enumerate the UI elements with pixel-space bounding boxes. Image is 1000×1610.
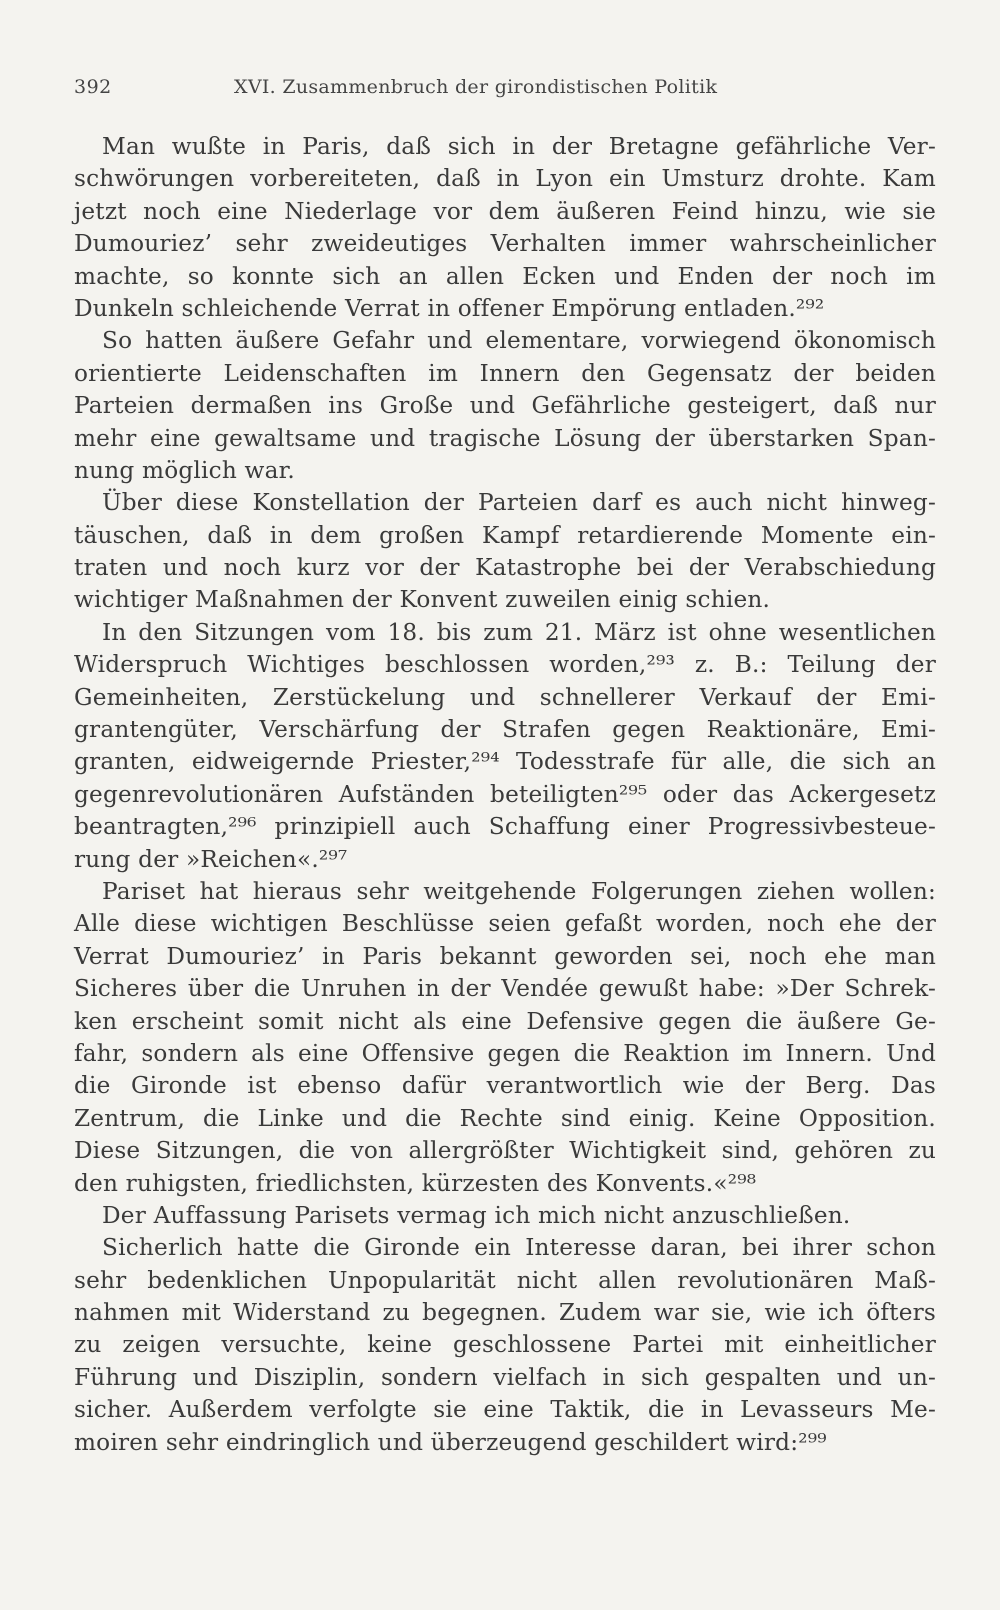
text-line: fahr, sondern als eine Offensive gegen die Reaktion im Innern. Und xyxy=(74,1039,936,1067)
text-line: Widerspruch Wichtiges beschlossen worden,²⁹³ z. B.: Teilung der xyxy=(74,651,936,679)
text-line: nahmen mit Widerstand zu begegnen. Zudem war sie, wie ich öfters xyxy=(74,1299,936,1327)
text-line: moiren sehr eindringlich und überzeugend geschildert wird:²⁹⁹ xyxy=(74,1428,827,1456)
text-line: grantengüter, Verschärfung der Strafen gegen Reaktionäre, Emi- xyxy=(74,716,936,744)
text-line: traten und noch kurz vor der Katastrophe bei der Verabschiedung xyxy=(74,554,936,582)
text-line: Über diese Konstellation der Parteien darf es auch nicht hinweg- xyxy=(102,489,936,517)
text-line: orientierte Leidenschaften im Innern den Gegensatz der beiden xyxy=(74,359,936,387)
text-line: Diese Sitzungen, die von allergrößter Wichtigkeit sind, gehören zu xyxy=(74,1137,936,1165)
text-line: Sicheres über die Unruhen in der Vendée gewußt habe: »Der Schrek- xyxy=(74,975,936,1003)
text-line: mehr eine gewaltsame und tragische Lösung der überstarken Span- xyxy=(74,424,936,452)
text-line: Man wußte in Paris, daß sich in der Bretagne gefährliche Ver- xyxy=(102,133,936,160)
text-line: den ruhigsten, friedlichsten, kürzesten des Konvents.«²⁹⁸ xyxy=(74,1169,757,1197)
text-line: die Gironde ist ebenso dafür verantwortlich wie der Berg. Das xyxy=(74,1072,936,1100)
text-line: Dunkeln schleichende Verrat in offener Empörung entladen.²⁹² xyxy=(74,294,825,322)
text-line: zu zeigen versuchte, keine geschlossene Partei mit einheitlicher xyxy=(74,1331,936,1359)
text-line: schwörungen vorbereiteten, daß in Lyon ein Umsturz drohte. Kam xyxy=(74,165,936,193)
text-line: jetzt noch eine Niederlage vor dem äußeren Feind hinzu, wie sie xyxy=(74,197,936,225)
body-text xyxy=(74,131,936,1459)
text-line: Verrat Dumouriez’ in Paris bekannt geworden sei, noch ehe man xyxy=(74,942,936,970)
text-line: In den Sitzungen vom 18. bis zum 21. März ist ohne wesentlichen xyxy=(102,618,936,646)
text-line: Führung und Disziplin, sondern vielfach in sich gespalten und un- xyxy=(74,1363,936,1391)
text-line: Zentrum, die Linke und die Rechte sind einig. Keine Opposition. xyxy=(74,1104,936,1132)
text-line: Pariset hat hieraus sehr weitgehende Folgerungen ziehen wollen: xyxy=(102,877,936,905)
text-line: Parteien dermaßen ins Große und Gefährliche gesteigert, daß nur xyxy=(74,392,936,420)
text-line: nung möglich war. xyxy=(74,456,295,484)
page-number: 392 xyxy=(74,76,112,98)
book-page xyxy=(74,0,936,1610)
text-line: sicher. Außerdem verfolgte sie eine Taktik, die in Levasseurs Me- xyxy=(74,1396,936,1424)
text-line: sehr bedenklichen Unpopularität nicht allen revolutionären Maß- xyxy=(74,1266,936,1294)
text-line: So hatten äußere Gefahr und elementare, vorwiegend ökonomisch xyxy=(102,327,936,355)
running-title: XVI. Zusammenbruch der girondistischen Politik xyxy=(234,76,718,98)
text-line: granten, eidweigernde Priester,²⁹⁴ Todesstrafe für alle, die sich an xyxy=(74,748,936,776)
running-head xyxy=(74,76,936,106)
text-line: täuschen, daß in dem großen Kampf retardierende Momente ein- xyxy=(74,521,936,549)
text-line: Dumouriez’ sehr zweideutiges Verhalten immer wahrscheinlicher xyxy=(74,230,936,258)
text-line: Alle diese wichtigen Beschlüsse seien gefaßt worden, noch ehe der xyxy=(74,910,936,938)
text-line: Gemeinheiten, Zerstückelung und schnellerer Verkauf der Emi- xyxy=(74,683,936,711)
text-line: wichtiger Maßnahmen der Konvent zuweilen einig schien. xyxy=(74,586,771,614)
text-line: machte, so konnte sich an allen Ecken und Enden der noch im xyxy=(74,262,936,290)
text-line: rung der »Reichen«.²⁹⁷ xyxy=(74,845,348,873)
text-line: beantragten,²⁹⁶ prinzipiell auch Schaffung einer Progressivbesteue- xyxy=(74,813,936,841)
text-line: ken erscheint somit nicht als eine Defensive gegen die äußere Ge- xyxy=(74,1007,936,1035)
text-line: gegenrevolutionären Aufständen beteiligten²⁹⁵ oder das Ackergesetz xyxy=(74,780,936,808)
text-line: Sicherlich hatte die Gironde ein Interesse daran, bei ihrer schon xyxy=(102,1234,936,1262)
text-line: Der Auffassung Parisets vermag ich mich nicht anzuschließen. xyxy=(102,1201,851,1229)
